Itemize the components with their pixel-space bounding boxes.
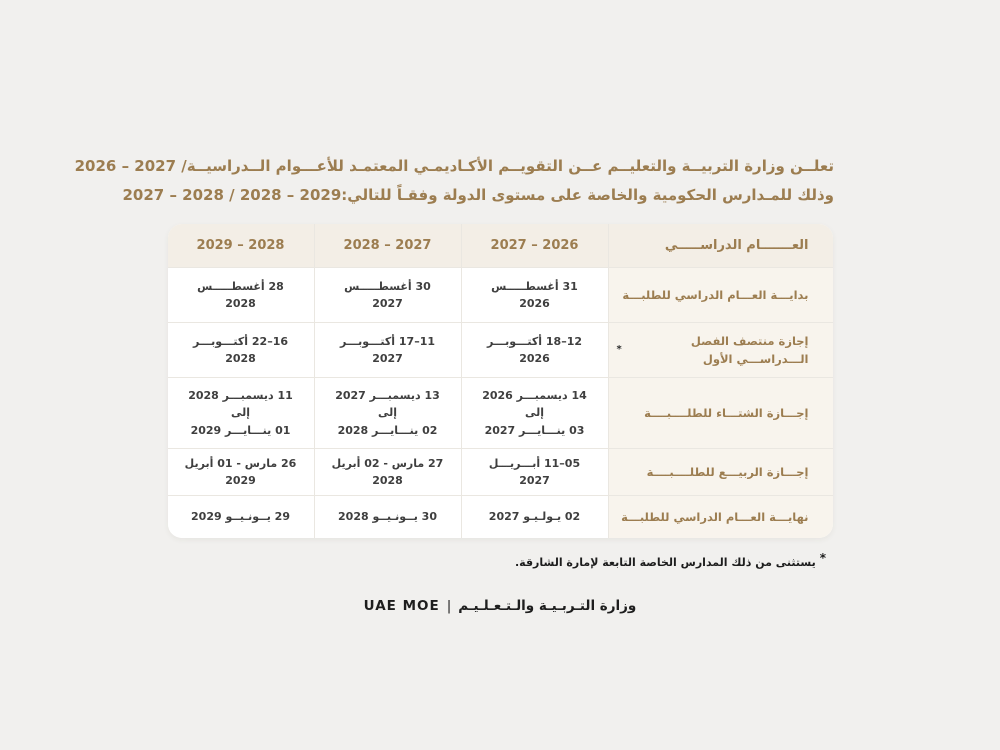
announcement-line-2 [122,181,834,210]
footnote-asterisk-icon: * [819,551,826,565]
ministry-brand [0,598,1000,614]
date-cell: 29 يــونـيــو 2029 [168,495,315,538]
date-cell: 05–11 أبـــريـــل 2027 [462,448,609,495]
ministry-name-arabic: وزارة التـربـيـة والـتـعـلـيـم [458,598,637,614]
footnote [174,551,826,569]
brand-divider: | [446,598,452,614]
row-label: نهايـــة العـــام الدراسي للطلبـــة [609,495,833,538]
year-header-cell: 2027 – 2028 [315,224,462,267]
date-cell: 02 يـولـيـو 2027 [462,495,609,538]
date-cell: 12–18 أكتـــوبـــر 2026 [462,322,609,377]
calendar-table [168,224,833,538]
row-label: إجـــازة الربيـــع للطلــــبــــة [609,448,833,495]
date-cell: 14 ديسمبـــر 2026 إلى 03 ينـــايـــر 2027 [462,377,609,448]
year-header-cell: 2026 – 2027 [462,224,609,267]
date-cell: 11 ديسمبـــر 2028 إلى 01 ينـــايـــر 2029 [168,377,315,448]
date-cell: 16–22 أكتـــوبـــر 2028 [168,322,315,377]
row-label: بدايـــة العـــام الدراسي للطلبـــة [609,267,833,322]
announcement-line2-years: 2027 – 2028 / 2028 – 2029 [122,185,342,204]
date-cell: 13 ديسمبـــر 2027 إلى 02 ينـــايـــر 2028 [315,377,462,448]
ministry-name-english: UAE MOE [363,598,440,614]
date-cell: 30 يــونـيــو 2028 [315,495,462,538]
date-cell: 28 أغسطـــــس 2028 [168,267,315,322]
announcement-line-1 [74,152,834,181]
announcement-text [74,0,834,209]
date-cell: 31 أغسطـــــس 2026 [462,267,609,322]
date-cell: 27 مارس - 02 أبريل 2028 [315,448,462,495]
row-label: إجـــازة الشتـــاء للطلــــبــــة [609,377,833,448]
row-label: إجازة منتصف الفصل الـــدراســـي الأول * [609,322,833,377]
year-header-cell: 2028 – 2029 [168,224,315,267]
year-column-header: العـــــــام الدراســـــي [609,224,833,267]
footnote-text: يستثنى من ذلك المدارس الخاصة التابعة لإمارة الشارقة. [514,556,816,569]
announcement-line1-years: 2026 – 2027 / [74,157,187,175]
announcement-line1-arabic: تعلــن وزارة التربيــة والتعليــم عــن التقويــم الأكـاديمـي المعتمـد للأعـــوام الــدراسيــة [186,157,834,175]
date-cell: 30 أغسطـــــس 2027 [315,267,462,322]
date-cell: 26 مارس - 01 أبريل 2029 [168,448,315,495]
date-cell: 11–17 أكتـــوبـــر 2027 [315,322,462,377]
announcement-line2-arabic: وذلك للمـدارس الحكومية والخاصة على مستوى الدولة وفقـاً للتالي: [341,185,834,204]
calendar-table-card [168,224,833,538]
